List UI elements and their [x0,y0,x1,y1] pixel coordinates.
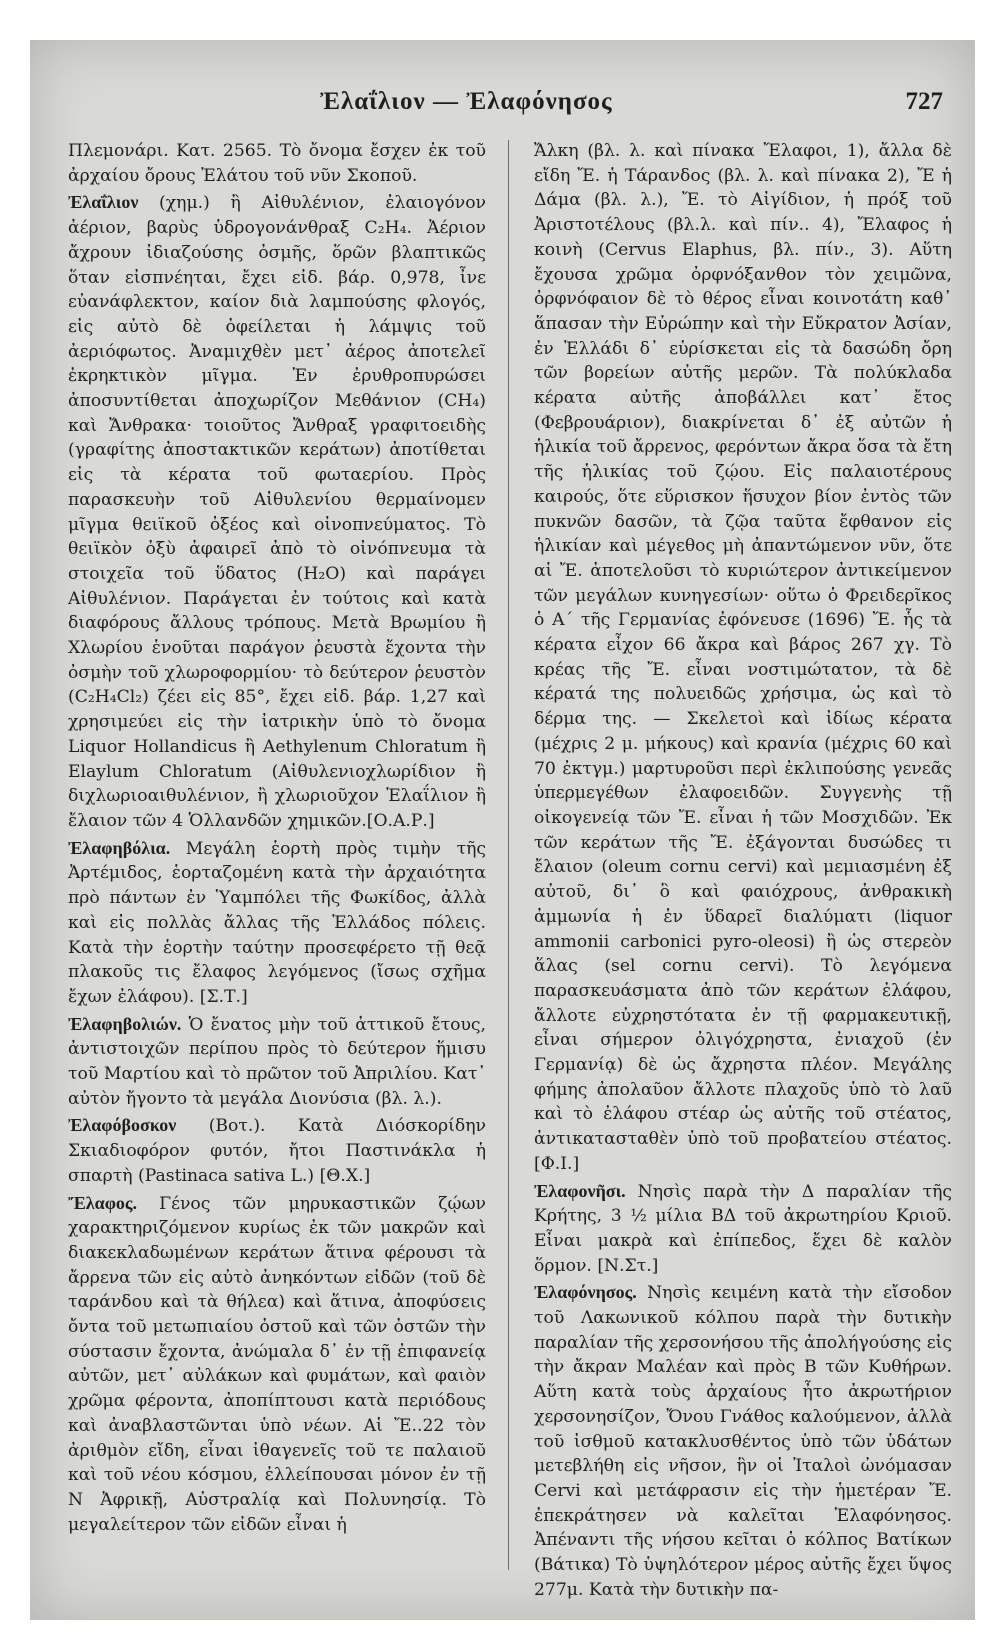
entry-text: Νησὶς παρὰ τὴν Δ παραλίαν τῆς Κρήτης, 3 ½ μίλια ΒΔ τοῦ ἀκρωτηρίου Κριοῦ. Εἶναι μακρὰ καὶ ἐπίπεδος, ἔχει δὲ καλὸν ὅρμον. [Ν.Στ.] [534,1181,953,1276]
entry-text: (Βοτ.). Κατὰ Διόσκορίδην Σκιαδιοφόρον φυτόν, ἤτοι Παστινάκλα ἡ σπαρτὴ (Pastinaca sativa L.) [Θ.Χ.] [68,1116,486,1186]
running-title: Ἐλαΐλιον — Ἐλαφόνησος [320,88,613,115]
entry-elafovoskon [68,1113,486,1188]
scanned-page [30,40,975,1620]
page-header [30,88,975,138]
entry-elafivolia [68,836,486,1010]
entry-text: Νησὶς κειμένη κατὰ τὴν εἴσοδον τοῦ Λακωνικοῦ κόλπου παρὰ τὴν δυτικὴν παραλίαν τῆς χερσονήσου τῆς ἀπολήγούσης εἰς τὴν ἄκραν Μαλέαν καὶ πρὸς Β τῶν Κυθήρων. Αὕτη κατὰ τοὺς ἀρχαίους ἦτο ἀκρωτήριον χερσονησίζον, Ὄνου Γνάθος καλούμενον, ἀλλὰ τοῦ ἰσθμοῦ κατακλυσθέντος ὑπὸ τῶν ὑδάτων μετεβλήθη εἰς νῆσον, ἣν οἱ Ἰταλοὶ ὠνόμασαν Cervi καὶ μετάφρασιν εἰς τὴν ἡμετέραν Ἔ. ἐπεκράτησεν νὰ καλεῖται Ἐλαφόνησος. Ἀπέναντι τῆς νήσου κεῖται ὁ κόλπος Βατίκων (Βάτικα) Τὸ ὑψηλότερον μέρος αὐτῆς ἔχει ὕψος 277μ. Κατὰ τὴν δυτικὴν πα- [534,1283,952,1600]
entry-headword: Ἐλαφηβόλια. [68,837,171,858]
entry-elafos-continuation [534,138,952,1177]
entry-text: Ἄλκη (βλ. λ. καὶ πίνακα Ἔλαφοι, 1), ἄλλα δὲ εἴδη Ἔ. ἡ Τάρανδος (βλ. λ. καὶ πίνακα 2), Ἔ ἡ Δάμα (βλ. λ.), Ἔ. τὸ Αἰγίδιον, ἡ πρόξ τοῦ Ἀριστοτέλους (βλ.λ. καὶ πίν.. 4), Ἔλαφος ἡ κοινὴ (Cervus Elaphus, βλ. πίν., 3). Αὕτη ἔχουσα χρῶμα ὀρφνόξανθον τὸν χειμῶνα, ὀρφνόφαιον δὲ τὸ θέρος εἶναι κοινοτάτη καθ᾽ ἅπασαν τὴν Εὐρώπην καὶ τὴν Εὔκρατον Ἀσίαν, ἐν Ἑλλάδι δ᾽ εὑρίσκεται εἰς τὰ δασώδη ὄρη τῶν βορείων αὐτῆς μερῶν. Τὰ πολύκλαδα κέρατα αὐτῆς ἀποβάλλει κατ᾽ ἔτος (Φεβρουάριον), διακρίνεται δ᾽ ἐξ αὐτῶν ἡ ἡλικία τοῦ ἄρρενος, φερόντων ἄκρα ὅσα τὰ ἔτη τῆς ἡλικίας τοῦ ζῴου. Εἰς παλαιοτέρους καιρούς, ὅτε εὕρισκον ἥσυχον βίον ἐντὸς τῶν πυκνῶν δασῶν, τὰ ζῷα ταῦτα ἔφθανον εἰς ἡλικίαν καὶ μέγεθος μὴ ἀπαντώμενον νῦν, ὅτε αἱ Ἔ. ἀποτελοῦσι τὸ κυριώτερον ἀντικείμενον τῶν μεγάλων κυνηγεσίων· οὕτω ὁ Φρειδερῖκος ὁ Α΄ τῆς Γερμανίας ἐφόνευσε (1696) Ἔ. ἧς τὰ κέρατα εἶχον 66 ἄκρα καὶ βάρος 267 χγ. Τὸ κρέας τῆς Ἔ. εἶναι νοστιμώτατον, τὰ δὲ κέρατά της πολυειδῶς χρήσιμα, ὡς καὶ τὸ δέρμα της. — Σκελετοὶ καὶ ἰδίως κέρατα (μέχρις 2 μ. μήκους) καὶ κρανία (μέχρις 60 καὶ 70 ἐκτγμ.) μαρτυροῦσι περὶ ἐκλιπούσης γενεᾶς ὑπερμεγέθων ἐλαφοειδῶν. Συγγενὴς τῇ οἰκογενείᾳ τῶν Ἔ. εἶναι ἡ τῶν Μοσχιδῶν. Ἐκ τῶν κεράτων τῆς Ἔ. ἐξάγονται δυσώδες τι ἔλαιον (oleum cornu cervi) καὶ μεμιασμένη ἐξ αὐτοῦ, δι᾽ ὃ καὶ φαιόχρους, ἀνθρακικὴ ἀμμωνία ἡ ἐν ὕδαρεῖ διαλύματι (liquor ammonii carbonici pyro-oleosi) ἢ ὡς στερεὸν ἅλας (sel cornu cervi). Τὸ λεγόμενα παρασκευάσματα ἀπὸ τῶν κεράτων ἐλάφου, ἄλλοτε εὐχρηστότατα ἐν τῇ φαρμακευτικῇ, εἶναι σήμερον ὀλιγόχρηστα, ἐνιαχοῦ (ἐν Γερμανίᾳ) δὲ ὡς ἄχρηστα πλέον. Μεγάλης φήμης ἀπολαῦον ἄλλοτε πλαχοῦς ὑπὸ τὸ λαῦ καὶ τὸ ἐλάφου στέαρ ὡς αὐτῆς τοῦ στέατος, ἀντικατασταθὲν ὑπὸ τοῦ προβατείου στέατος. [Φ.Ι.] [534,141,952,1174]
entry-elailion [68,190,486,833]
entry-elafos [68,1191,486,1538]
entry-headword: Ἐλαφόβοσκον [68,1115,177,1136]
right-column [534,138,952,1604]
entry-headword: Ἐλαφόνησος. [534,1282,637,1303]
entry-headword: Ἔλαφος. [68,1192,138,1213]
column-divider [508,140,509,1570]
entry-text: Ὁ ἔνατος μὴν τοῦ ἀττικοῦ ἔτους, ἀντιστοιχῶν περίπου πρὸς τὸ δεύτερον ἥμισυ τοῦ Μαρτίου καὶ τὸ πρῶτον τοῦ Ἀπριλίου. Κατ᾽ αὐτὸν ἤγοντο τὰ μεγάλα Διονύσια (βλ. λ.). [68,1014,486,1109]
entry-text: (χημ.) ἢ Αἰθυλένιον, ἐλαιογόνον ἀέριον, βαρὺς ὑδρογονάνθραξ C₂H₄. Ἀέριον ἄχρουν ἰδιαζούσης ὀσμῆς, ὅρῶν βλαπτικῶς ὅταν εἰσπνέηται, ἔχει εἰδ. βάρ. 0,978, ἶνε εὐανάφλεκτον, καίον διὰ λαμπούσης φλογός, εἰς αὐτὸ δὲ ὀφείλεται ἡ λάμψις τοῦ ἀεριόφωτος. Ἀναμιχθὲν μετ᾽ ἀέρος ἀποτελεῖ ἐκρηκτικὸν μῖγμα. Ἐν ἐρυθροπυρώσει ἀποσυντίθεται ἀποχωρίζον Μεθάνιον (CH₄) καὶ Ἄνθρακα· τοιοῦτος Ἄνθραξ γραφιτοειδὴς (γραφίτης ἀποστακτικῶν κεράτων) ἀποτίθεται εἰς τὰ κέρατα τοῦ φωταερίου. Πρὸς παρασκευὴν τοῦ Αἰθυλενίου θερμαίνομεν μῖγμα θειϊκοῦ ὀξέος καὶ οἰνοπνεύματος. Τὸ θειϊκὸν ὀξὺ ἀφαιρεῖ ἀπὸ τὸ οἰνόπνευμα τὰ στοιχεῖα τοῦ ὕδατος (H₂O) καὶ παράγει Αἰθυλένιον. Παράγεται ἐν τούτοις καὶ κατὰ διαφόρους ἄλλους τρόπους. Μετὰ Βρωμίου ἢ Χλωρίου ἑνοῦται παράγον ῥευστὰ ἔχοντα τὴν ὀσμὴν τοῦ χλωροφορμίου· τὸ δεύτερον ῥευστὸν (C₂H₄Cl₂) ζέει εἰς 85°, ἔχει εἰδ. βάρ. 1,27 καὶ χρησιμεύει εἰς τὴν ἰατρικὴν ὑπὸ τὸ ὄνομα Liquor Hollandicus ἢ Aethylenum Chloratum ἢ Elaylum Chloratum (Αἰθυλενιοχλωρίδιον ἢ διχλωριοαιθυλένιον, ἢ χλωριοῦχον Ἐλαΐλιον ἢ ἔλαιον τῶν 4 Ὁλλανδῶν χημικῶν.[Ο.Α.Ρ.] [68,193,487,831]
entry-elafonisi [534,1179,952,1279]
entry-elafonisos [534,1280,952,1602]
page-number: 727 [905,88,943,115]
entry-plemonari-continuation [68,138,486,188]
entry-headword: Ἐλαφηβολιών. [68,1013,182,1034]
entry-headword: Ἐλαΐλιον [68,192,139,213]
entry-headword: Ἐλαφονῆσι. [534,1180,626,1201]
entry-text: Γένος τῶν μηρυκαστικῶν ζῴων χαρακτηριζόμενον κυρίως ἐκ τῶν μακρῶν καὶ διακεκλαδωμένων κεράτων ἅτινα φέρουσι τὰ ἄρρενα τῶν εἰς αὐτὸ ἀνηκόντων εἰδῶν (τοῦ δὲ ταράνδου καὶ τὰ θήλεα) καὶ ἅτινα, ἀποφύσεις ὄντα τοῦ μετωπιαίου ὀστοῦ καὶ τῶν ὀστῶν τὴν σύστασιν ἔχοντα, ἀνώμαλα δ᾽ ἐν τῇ ἐπιφανείᾳ αὐτῶν, μετ᾽ αὐλάκων καὶ φυμάτων, καὶ φαιὸν χρῶμα φέροντα, ἀποπίπτουσι κατὰ περιόδους καὶ ἀναβλαστῶνται ὑπὸ νέων. Αἱ Ἔ..22 τὸν ἀριθμὸν εἴδη, εἶναι ἰθαγενεῖς τοῦ τε παλαιοῦ καὶ τοῦ νέου κόσμου, ἐλλείπουσαι μόνον ἐν τῇ Ν Ἀφρικῇ, Αὐστραλίᾳ καὶ Πολυνησίᾳ. Τὸ μεγαλείτερον τῶν εἰδῶν εἶναι ἡ [68,1193,487,1535]
entry-elafivolion [68,1012,486,1112]
left-column [68,138,486,1539]
entry-text: Πλεμονάρι. Κατ. 2565. Τὸ ὄνομα ἔσχεν ἐκ τοῦ ἀρχαίου ὄρους Ἐλάτου τοῦ νῦν Σκοποῦ. [68,141,486,186]
entry-text: Μεγάλη ἑορτὴ πρὸς τιμὴν τῆς Ἀρτέμιδος, ἑορταζομένη κατὰ τὴν ἀρχαιότητα πρὸ πάντων ἐν Ὑαμπόλει τῆς Φωκίδος, ἀλλὰ καὶ εἰς πολλὰς ἄλλας τῆς Ἑλλάδος πόλεις. Κατὰ τὴν ἑορτὴν ταύτην προσεφέρετο τῇ θεᾷ πλακοῦς τις ἔλαφος λεγόμενος (ἴσως σχῆμα ἔχων ἐλάφου). [Σ.Τ.] [68,838,486,1007]
